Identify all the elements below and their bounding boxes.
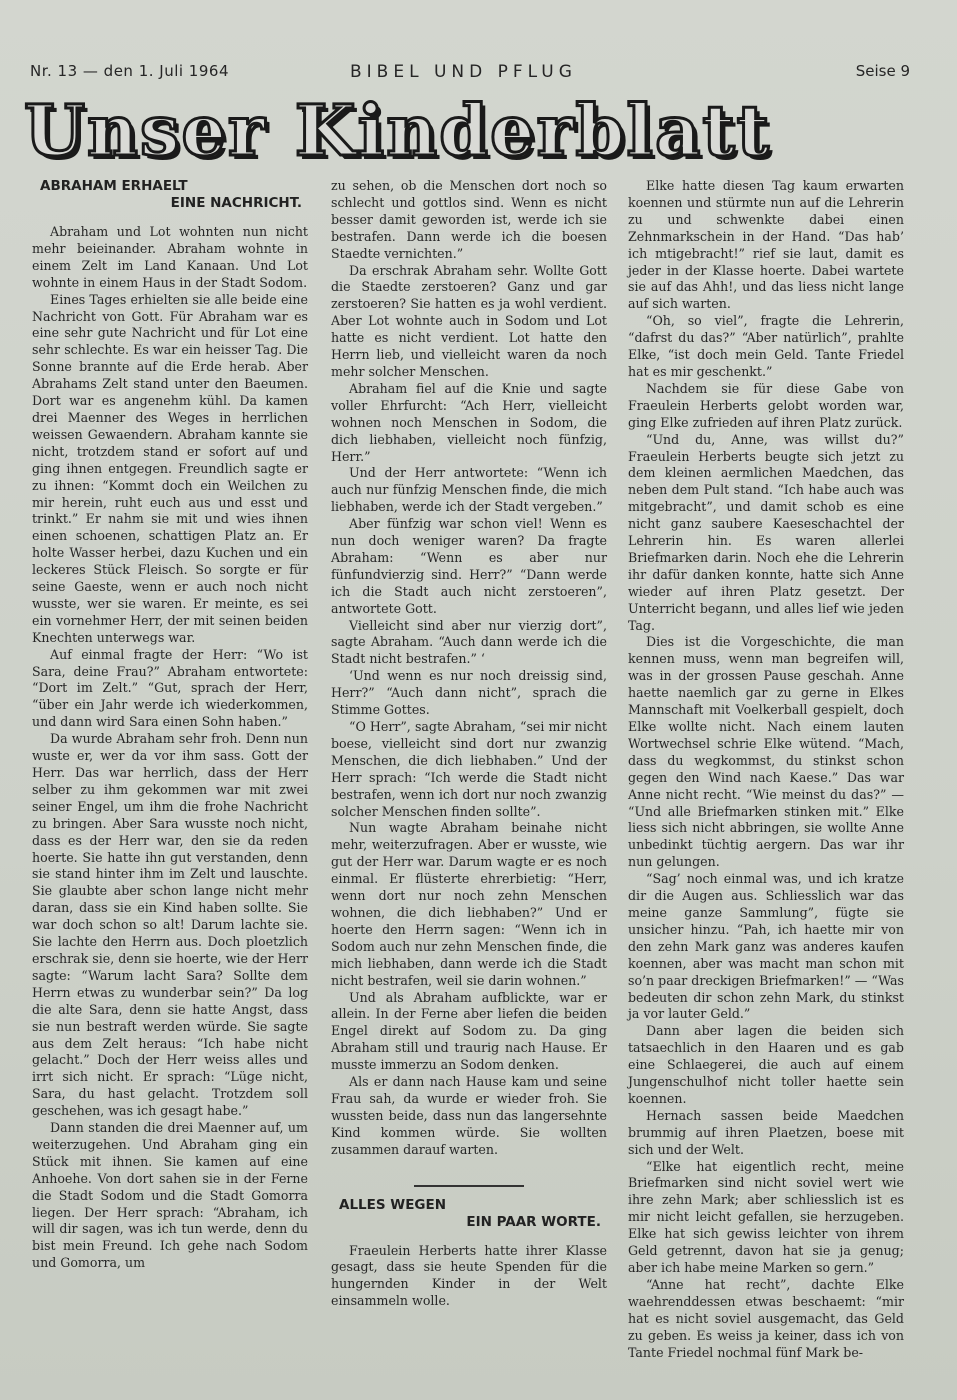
paragraph: “O Herr”, sagte Abraham, “sei mir nicht boese, vielleicht sind dort nur zwanzig Menschen, die dich liebhaben.” Und der Herr sprach: “Ich werde die Stadt nicht bestrafen, wenn ich dort nur noch zwanzig solcher Menschen finden sollte”. (331, 719, 607, 819)
masthead-word-1: Unser (24, 89, 267, 172)
paragraph: Fraeulein Herberts hatte ihrer Klasse gesagt, dass sie heute Spenden für die hungernden Kinder in der Welt einsammeln wolle. (331, 1242, 607, 1309)
article-2-headline (331, 1197, 607, 1231)
column-3 (628, 178, 904, 1361)
column-2 (331, 178, 607, 1310)
paragraph: Da erschrak Abraham sehr. Wollte Gott die Staedte zerstoeren? Ganz und gar zerstoeren? Sie hatten es ja wohl verdient. Aber Lot wohnte auch in Sodom und Lot hatte es nicht verdient. Lot hatte den Herrn lieb, und vielleicht waren da noch mehr solcher Menschen. (331, 262, 607, 379)
paragraph: Dann standen die drei Maenner auf, um weiterzugehen. Und Abraham ging ein Stück mit ihnen. Sie kamen auf eine Anhoehe. Von dort sahen sie in der Ferne die Stadt Sodom und die Stadt Gomorra liegen. Der Herr sprach: “Abraham, ich will dir sagen, was ich tun werde, denn du bist mein Freund. Ich gehe nach Sodom und Gomorra, um (32, 1120, 308, 1271)
paragraph: Da wurde Abraham sehr froh. Denn nun wuste er, wer da vor ihm sass. Gott der Herr. Das war herrlich, dass der Herr selber zu ihm gekommen war mit zwei seiner Engel, um ihm die frohe Nachricht zu bringen. Aber Sara wusste noch nicht, dass es der Herr war, den sie da reden hoerte. Sie hatte ihn gut verstanden, denn sie stand hinter ihm im Zelt und lauschte. Sie glaubte aber schon lange nicht mehr daran, dass sie ein Kind haben sollte. Sie war doch schon so alt! Darum lachte sie. Sie lachte den Herrn aus. Doch ploetzlich erschrak sie, denn sie hoerte, wie der Herr sagte: “Warum lacht Sara? Sollte dem Herrn etwas zu wunderbar sein?” Da log die alte Sara, denn sie hatte Angst, dass sie nun bestraft werden würde. Sie sagte aus dem Zelt heraus: “Ich habe nicht gelacht.” Doch der Herr weiss alles und irrt sich nicht. Er sprach: “Lüge nicht, Sara, du hast gelacht. Trotzdem soll geschehen, was ich gesagt habe.” (32, 731, 308, 1119)
page-number: Seise 9 (855, 62, 910, 80)
issue-date: Nr. 13 — den 1. Juli 1964 (30, 62, 229, 80)
paragraph: “Sag’ noch einmal was, und ich kratze dir die Augen aus. Schliesslich war das meine ganze Sammlung”, fügte sie unsicher hinzu. “Pah, ich haette mir von den zehn Mark ganz was anderes kaufen koennen, aber was macht man schon mit so’n paar dreckigen Briefmarken!” — “Was bedeuten dir schon zehn Mark, du stinkst ja vor lauter Geld.” (628, 871, 904, 1022)
paragraph: Und als Abraham aufblickte, war er allein. In der Ferne aber liefen die beiden Engel direkt auf Sodom zu. Da ging Abraham still und traurig nach Hause. Er musste immerzu an Sodom denken. (331, 989, 607, 1073)
paragraph: Elke hatte diesen Tag kaum erwarten koennen und stürmte nun auf die Lehrerin zu und schwenkte dabei einen Zehnmarkschein in der Hand. “Das hab’ ich mtigebracht!” rief sie laut, damit es jeder in der Klasse hoerte. Dabei wartete sie auf das Ahh!, und das liess nicht lange auf sich warten. (628, 178, 904, 312)
paragraph: Nun wagte Abraham beinahe nicht mehr, weiterzufragen. Aber er wusste, wie gut der Herr war. Darum wagte er es noch einmal. Er flüsterte ehrerbietig: “Herr, wenn dort nur noch zehn Menschen wohnen, die dich liebhaben?” Und er hoerte den Herrn sagen: “Wenn ich in Sodom auch nur zehn Menschen finde, die mich liebhaben, dann werde ich die Stadt nicht bestrafen, weil sie darin wohnen.” (331, 820, 607, 988)
section-divider (414, 1185, 524, 1187)
paragraph: “Oh, so viel”, fragte die Lehrerin, “dafrst du das?” “Aber natürlich”, prahlte Elke, “ist doch mein Geld. Tante Friedel hat es mir geschenkt.” (628, 313, 904, 379)
paragraph: Hernach sassen beide Maedchen brummig auf ihren Plaetzen, boese mit sich und der Welt. (628, 1107, 904, 1157)
paragraph: Und der Herr antwortete: “Wenn ich auch nur fünfzig Menschen finde, die mich liebhaben, werde ich der Stadt vergeben.” (331, 465, 607, 515)
article-1-headline (32, 178, 308, 212)
headline-line-2: EINE NACHRICHT. (170, 195, 302, 211)
paragraph: ‘Und wenn es nur noch dreissig sind, Herr?” “Auch dann nicht”, sprach die Stimme Gottes. (331, 668, 607, 718)
paragraph: “Und du, Anne, was willst du?” Fraeulein Herberts beugte sich jetzt zu dem kleinen aermlichen Maedchen, das neben dem Pult stand. “Ich habe auch was mitgebracht”, und damit schob es eine nicht ganz saubere Kaeseschachtel der Lehrerin hin. Es waren allerlei Briefmarken darin. Noch ehe die Lehrerin ihr dafür danken konnte, hatte sich Anne wieder auf ihren Platz gesetzt. Der Unterricht begann, und alles lief wie jeden Tag. (628, 431, 904, 633)
headline-line-1: ALLES WEGEN (339, 1196, 447, 1213)
paragraph: Dann aber lagen die beiden sich tatsaechlich in den Haaren und es gab eine Schlaegerei, die auch auf einem Jungenschulhof nicht toller haette sein koennen. (628, 1023, 904, 1106)
paragraph: “Elke hat eigentlich recht, meine Briefmarken sind nicht soviel wert wie ihre zehn Mark; aber schliesslich ist es mir nicht leicht gefallen, sie herzugeben. Elke hat sich gewiss leichter von ihrem Geld getrennt, davon hat sie ja genug; aber ich habe meine Marken so gern.” (628, 1158, 904, 1275)
headline-line-2: EIN PAAR WORTE. (466, 1213, 601, 1230)
paragraph: zu sehen, ob die Menschen dort noch so schlecht und gottlos sind. Wenn es nicht besser damit geworden ist, werde ich sie bestrafen. Dann werde ich die boesen Staedte vernichten.” (331, 178, 607, 261)
paragraph: Als er dann nach Hause kam und seine Frau sah, da wurde er wieder froh. Sie wussten beide, dass nun das langersehnte Kind kommen würde. Sie wollten zusammen darauf warten. (331, 1074, 607, 1157)
headline-line-1: ABRAHAM ERHAELT (40, 178, 188, 194)
column-1 (32, 178, 308, 1272)
paper-name: BIBEL UND PFLUG (350, 62, 577, 82)
paragraph: Eines Tages erhielten sie alle beide eine Nachricht von Gott. Für Abraham war es eine sehr gute Nachricht und für Lot eine sehr schlechte. Es war ein heisser Tag. Die Sonne brannte auf die Erde herab. Aber Abrahams Zelt stand unter den Baeumen. Dort war es angenehm kühl. Da kamen drei Maenner des Weges in herrlichen weissen Gewaendern. Abraham kannte sie nicht, trotzdem stand er sofort auf und ging ihnen entgegen. Freundlich sagte er zu ihnen: “Kommt doch ein Weilchen zu mir herein, ruht euch aus und esst und trinkt.” Er nahm sie mit und wies ihnen einen schoenen, schattigen Platz an. Er holte Wasser herbei, dazu Kuchen und ein leckeres Stück Fleisch. So sorgte er für seine Gaeste, wenn er auch noch nicht wusste, wer sie waren. Er meinte, es sei ein vornehmer Herr, der mit seinen beiden Knechten unterwegs war. (32, 291, 308, 645)
paragraph: Abraham und Lot wohnten nun nicht mehr beieinander. Abraham wohnte in einem Zelt im Land Kanaan. Und Lot wohnte in einem Haus in der Stadt Sodom. (32, 224, 308, 290)
paragraph: Dies ist die Vorgeschichte, die man kennen muss, wenn man begreifen will, was in der grossen Pause geschah. Anne haette naemlich gar zu gerne in Elkes Mannschaft mit Voelkerball gespielt, doch Elke wollte nicht. Nach einem lauten Wortwechsel schrie Elke wütend. “Mach, dass du wegkommst, du stinkst schon gegen den Wind nach Kaese.” Das war Anne nicht recht. “Wie meinst du das?” — “Und alle Briefmarken stinken mit.” Elke liess sich nicht abbringen, sie wollte Anne unbedinkt tüchtig aergern. Das war ihr nun gelungen. (628, 634, 904, 870)
paragraph: “Anne hat recht”, dachte Elke waehrenddessen etwas beschaemt: “mir hat es nicht soviel ausgemacht, das Geld zu geben. Es weiss ja keiner, dass ich von Tante Friedel nochmal fünf Mark be- (628, 1276, 904, 1360)
page-header (30, 62, 910, 88)
paragraph: Nachdem sie für diese Gabe von Fraeulein Herberts gelobt worden war, ging Elke zufrieden auf ihren Platz zurück. (628, 380, 904, 430)
masthead-word-2: Kinderblatt (294, 89, 772, 172)
paragraph: Abraham fiel auf die Knie und sagte voller Ehrfurcht: “Ach Herr, vielleicht wohnen noch Menschen in Sodom, die dich liebhaben, vielleicht noch fünfzig, Herr.” (331, 380, 607, 464)
paragraph: Vielleicht sind aber nur vierzig dort”, sagte Abraham. “Auch dann werde ich die Stadt nicht bestrafen.” ‘ (331, 617, 607, 667)
masthead (24, 89, 904, 172)
paragraph: Auf einmal fragte der Herr: “Wo ist Sara, deine Frau?” Abraham entwortete: “Dort im Zelt.” “Gut, sprach der Herr, “über ein Jahr werde ich wiederkommen, und dann wird Sara einen Sohn haben.” (32, 646, 308, 730)
paragraph: Aber fünfzig war schon viel! Wenn es nun doch weniger waren? Da fragte Abraham: “Wenn es aber nur fünfundvierzig sind. Herr?” “Dann werde ich die Stadt auch nicht zerstoeren”, antwortete Gott. (331, 516, 607, 616)
